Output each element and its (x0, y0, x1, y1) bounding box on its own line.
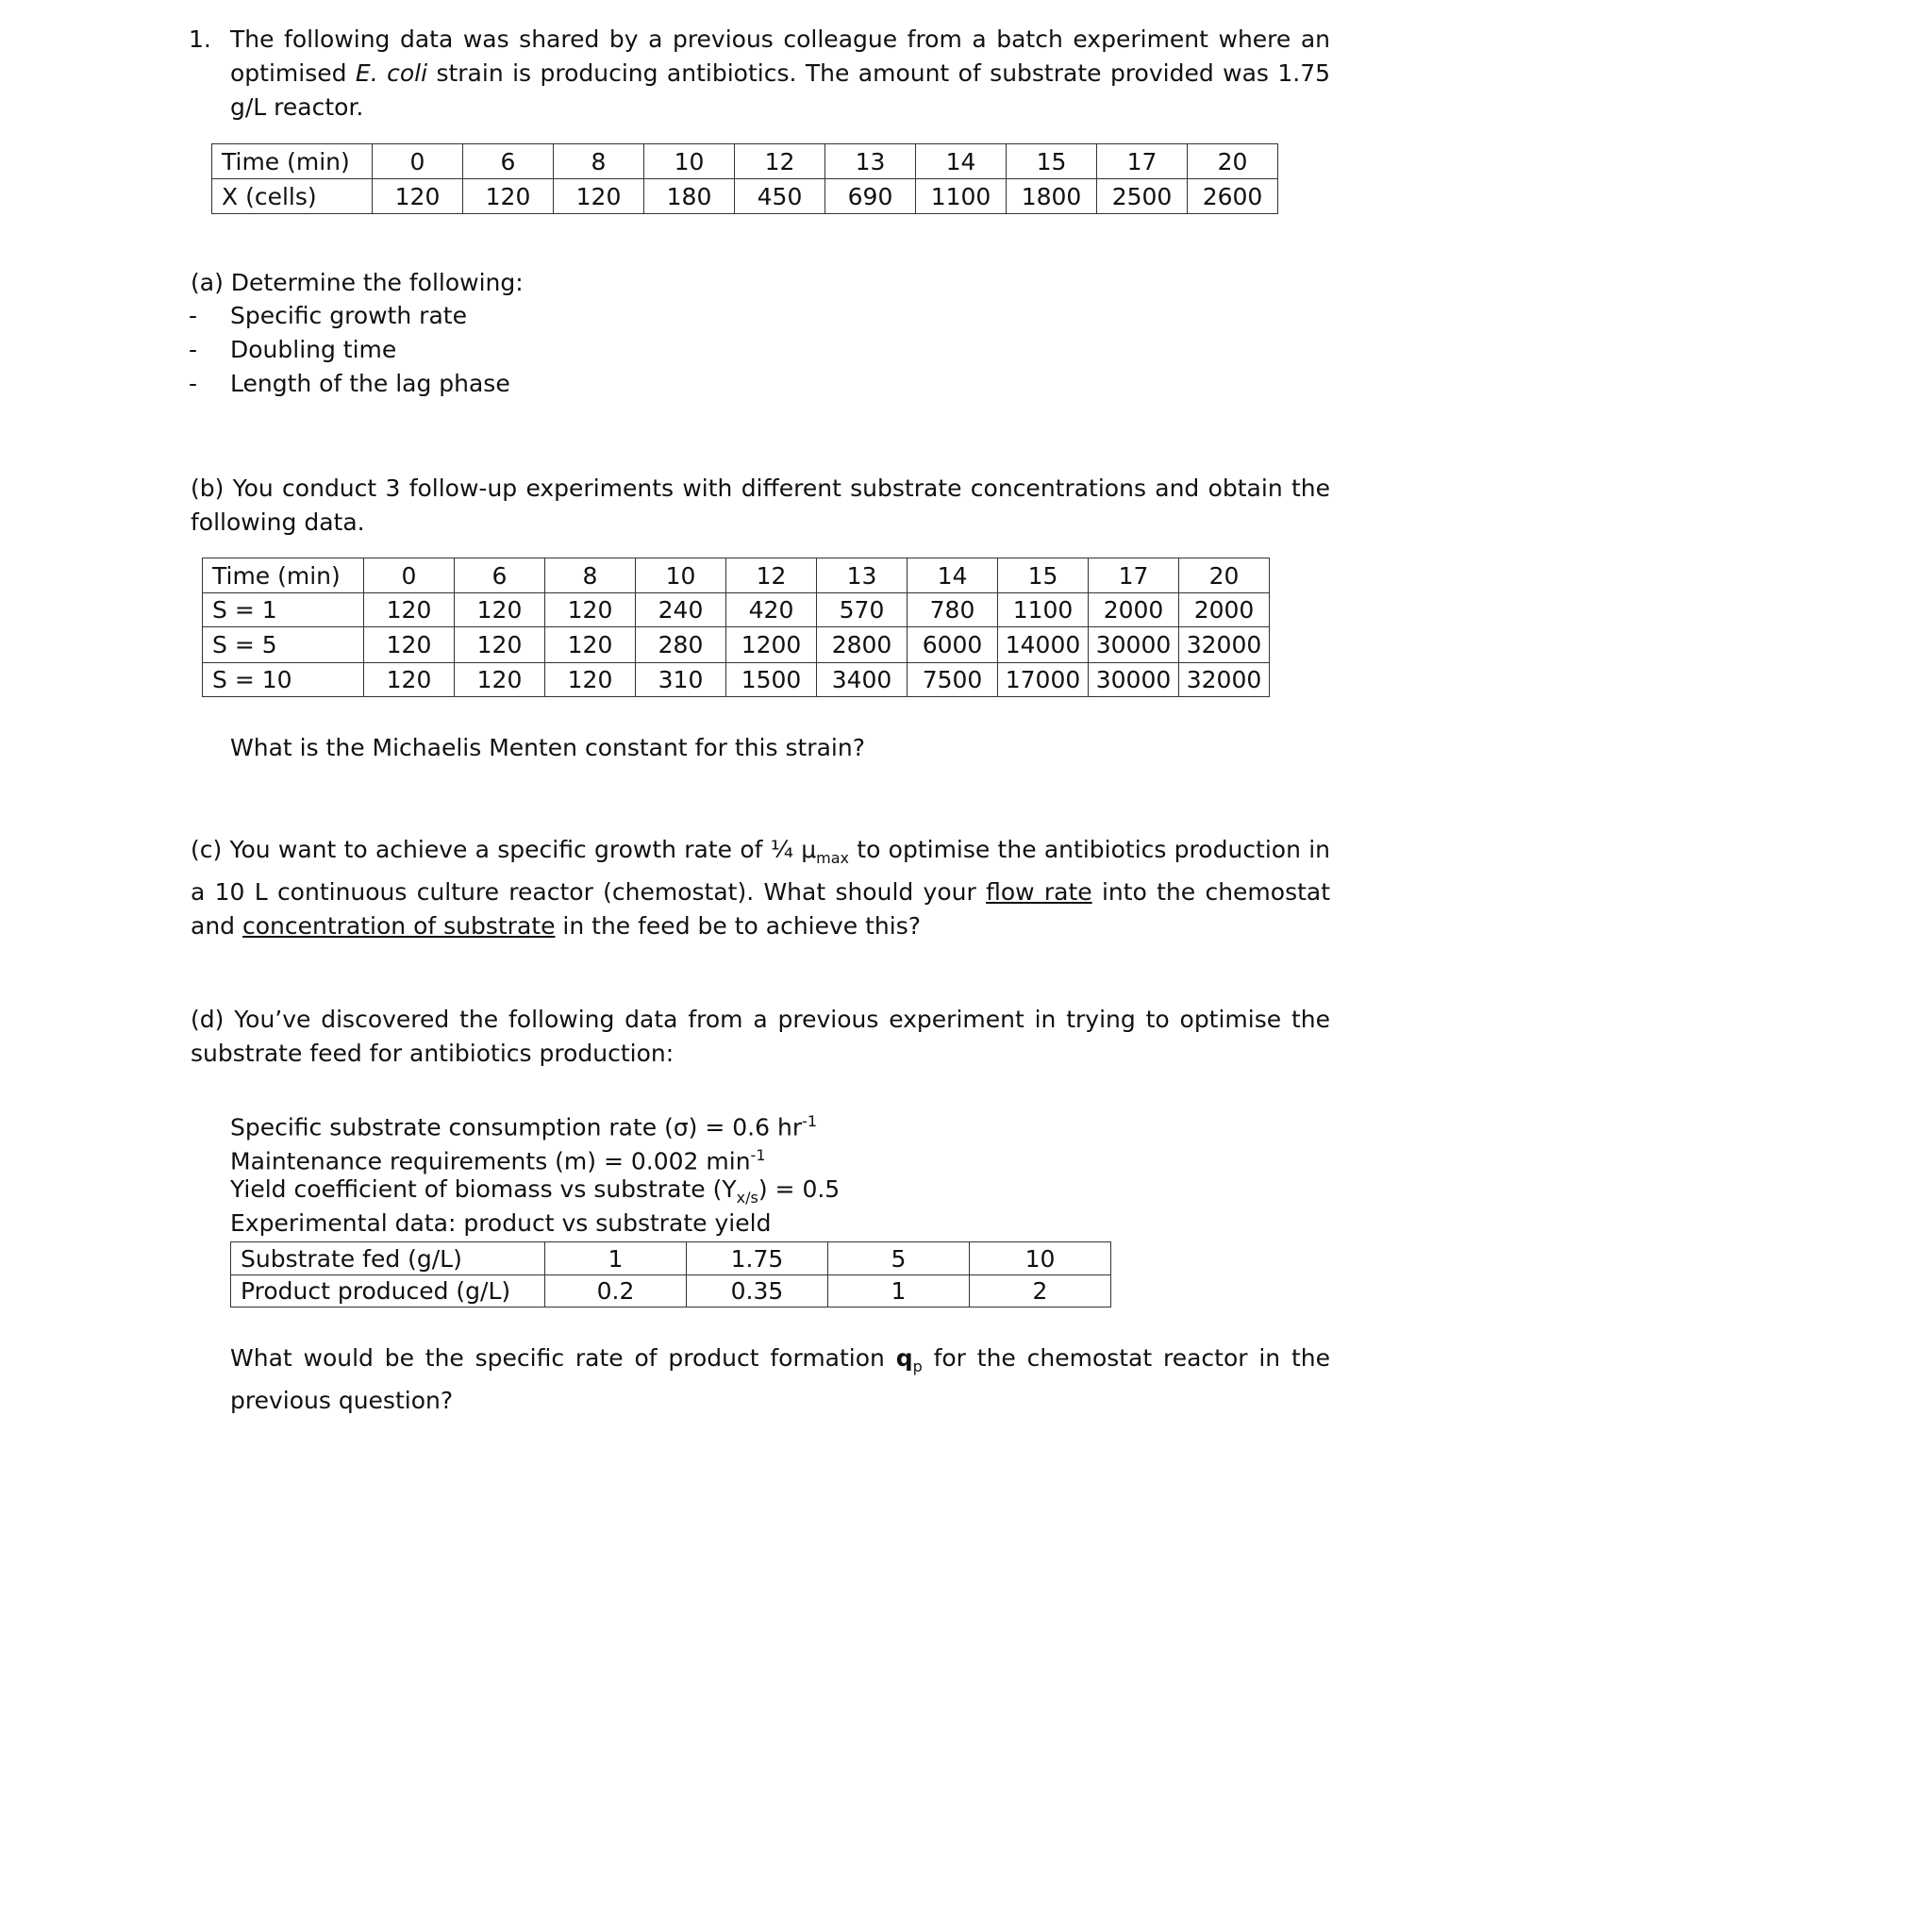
row-header: Time (min) (212, 144, 373, 179)
table-cell: 1 (545, 1242, 687, 1275)
part-a-title: (a) Determine the following: (191, 269, 524, 296)
table-cell: 420 (726, 593, 817, 627)
table-cell: 780 (908, 593, 998, 627)
qp-symbol: q (895, 1344, 913, 1372)
table-cell: 280 (636, 627, 726, 663)
c-text: into the chemostat and (191, 878, 1331, 940)
sigma-text: Specific substrate consumption rate (σ) = 0.6 hr (230, 1113, 803, 1141)
table-cell: 0.35 (687, 1275, 828, 1307)
yield-text: Yield coefficient of biomass vs substrate (Y (230, 1175, 737, 1203)
table-cell: 120 (545, 593, 636, 627)
table-cell: 14 (908, 558, 998, 593)
table-cell: 13 (817, 558, 908, 593)
table-cell: 17000 (998, 663, 1089, 697)
c-text: (c) You want to achieve a specific growth rate of ¼ μ (191, 836, 817, 863)
table-cell: 450 (735, 179, 825, 214)
table-cell: 5 (828, 1242, 970, 1275)
yield-text: ) = 0.5 (758, 1175, 841, 1203)
product-table (230, 1241, 1111, 1307)
table-cell: 6000 (908, 627, 998, 663)
part-d-question (230, 1341, 1330, 1418)
experimental-label: Experimental data: product vs substrate yield (230, 1209, 772, 1237)
table-cell: 15 (998, 558, 1089, 593)
d-text: (d) You’ve discovered the following data from a previous experiment in trying to optimise the substrate feed for antibiotics production: (191, 1006, 1330, 1067)
row-header: S = 10 (203, 663, 364, 697)
part-a-item: Doubling time (230, 336, 397, 363)
row-header: Time (min) (203, 558, 364, 593)
table-cell: 240 (636, 593, 726, 627)
table-cell: 690 (825, 179, 916, 214)
table-cell: 7500 (908, 663, 998, 697)
table-cell: 32000 (1179, 627, 1270, 663)
intro-part: The following data was shared by a previous colleague from a batch experiment where an optimised (230, 25, 1330, 87)
table-cell: 2000 (1179, 593, 1270, 627)
table-cell: 20 (1179, 558, 1270, 593)
row-header: S = 1 (203, 593, 364, 627)
qp-sub: p (912, 1357, 923, 1375)
m-text: Maintenance requirements (m) = 0.002 min (230, 1147, 751, 1175)
table-cell: 570 (817, 593, 908, 627)
table-cell: 32000 (1179, 663, 1270, 697)
table-cell: 12 (726, 558, 817, 593)
table-cell: 120 (463, 179, 554, 214)
table-cell: 10 (636, 558, 726, 593)
table-cell: 120 (364, 663, 455, 697)
table-cell: 310 (636, 663, 726, 697)
c-text: to optimise the antibiotics production in a 10 L continuous culture reactor (chemostat). What should your (191, 836, 1330, 906)
intro-part: strain is producing antibiotics. The amount of substrate provided was 1.75 g/L reactor. (230, 59, 1331, 121)
table-cell: 120 (364, 627, 455, 663)
substrate-concentration-underlined: concentration of substrate (242, 912, 556, 940)
row-header: S = 5 (203, 627, 364, 663)
table-cell: 6 (463, 144, 554, 179)
table-cell: 1100 (916, 179, 1007, 214)
table-cell: 1100 (998, 593, 1089, 627)
table-cell: 17 (1097, 144, 1188, 179)
growth-table (211, 143, 1278, 214)
table-cell: 15 (1007, 144, 1097, 179)
table-cell: 10 (970, 1242, 1111, 1275)
bullet-dash: - (189, 302, 198, 329)
table-cell: 2800 (817, 627, 908, 663)
intro-text (230, 23, 1330, 125)
question-number: 1. (189, 25, 211, 53)
table-cell: 0 (364, 558, 455, 593)
table-cell: 1.75 (687, 1242, 828, 1275)
bullet-dash: - (189, 370, 198, 397)
bullet-dash: - (189, 336, 198, 363)
table-cell: 0.2 (545, 1275, 687, 1307)
table-cell: 13 (825, 144, 916, 179)
table-cell: 12 (735, 144, 825, 179)
table-cell: 1500 (726, 663, 817, 697)
table-cell: 20 (1188, 144, 1278, 179)
dq-text: What would be the specific rate of product formation (230, 1344, 896, 1372)
part-d-text (191, 1003, 1330, 1071)
part-a-item: Length of the lag phase (230, 370, 510, 397)
table-cell: 6 (455, 558, 545, 593)
sup: -1 (802, 1112, 818, 1130)
table-cell: 1200 (726, 627, 817, 663)
dq-text: for the chemostat reactor in the previous question? (230, 1344, 1330, 1414)
table-cell: 17 (1089, 558, 1179, 593)
table-cell: 1 (828, 1275, 970, 1307)
c-text: in the feed be to achieve this? (555, 912, 921, 940)
species-name: E. coli (355, 59, 428, 87)
table-cell: 2600 (1188, 179, 1278, 214)
sub: x/s (736, 1189, 758, 1207)
table-cell: 120 (545, 663, 636, 697)
part-b-text (191, 472, 1330, 540)
table-cell: 8 (554, 144, 644, 179)
mu-subscript: max (816, 849, 849, 867)
row-header: Substrate fed (g/L) (231, 1242, 545, 1275)
table-cell: 120 (554, 179, 644, 214)
table-cell: 120 (455, 593, 545, 627)
table-cell: 120 (455, 663, 545, 697)
flow-rate-underlined: flow rate (986, 878, 1092, 906)
table-cell: 14 (916, 144, 1007, 179)
row-header: Product produced (g/L) (231, 1275, 545, 1307)
table-cell: 120 (545, 627, 636, 663)
table-cell: 120 (455, 627, 545, 663)
table-cell: 10 (644, 144, 735, 179)
sup: -1 (750, 1146, 766, 1164)
table-cell: 30000 (1089, 663, 1179, 697)
part-a-item: Specific growth rate (230, 302, 467, 329)
table-cell: 120 (373, 179, 463, 214)
table-cell: 14000 (998, 627, 1089, 663)
table-cell: 2 (970, 1275, 1111, 1307)
row-header: X (cells) (212, 179, 373, 214)
table-cell: 180 (644, 179, 735, 214)
substrate-table (202, 558, 1270, 697)
table-cell: 1800 (1007, 179, 1097, 214)
table-cell: 2500 (1097, 179, 1188, 214)
part-b-question: What is the Michaelis Menten constant for this strain? (230, 734, 865, 761)
part-c-text (191, 833, 1330, 943)
table-cell: 30000 (1089, 627, 1179, 663)
table-cell: 8 (545, 558, 636, 593)
table-cell: 0 (373, 144, 463, 179)
part-b-label: (b) You conduct 3 follow-up experiments with different substrate concentrations and obtain the following data. (191, 475, 1330, 536)
table-cell: 120 (364, 593, 455, 627)
table-cell: 2000 (1089, 593, 1179, 627)
table-cell: 3400 (817, 663, 908, 697)
